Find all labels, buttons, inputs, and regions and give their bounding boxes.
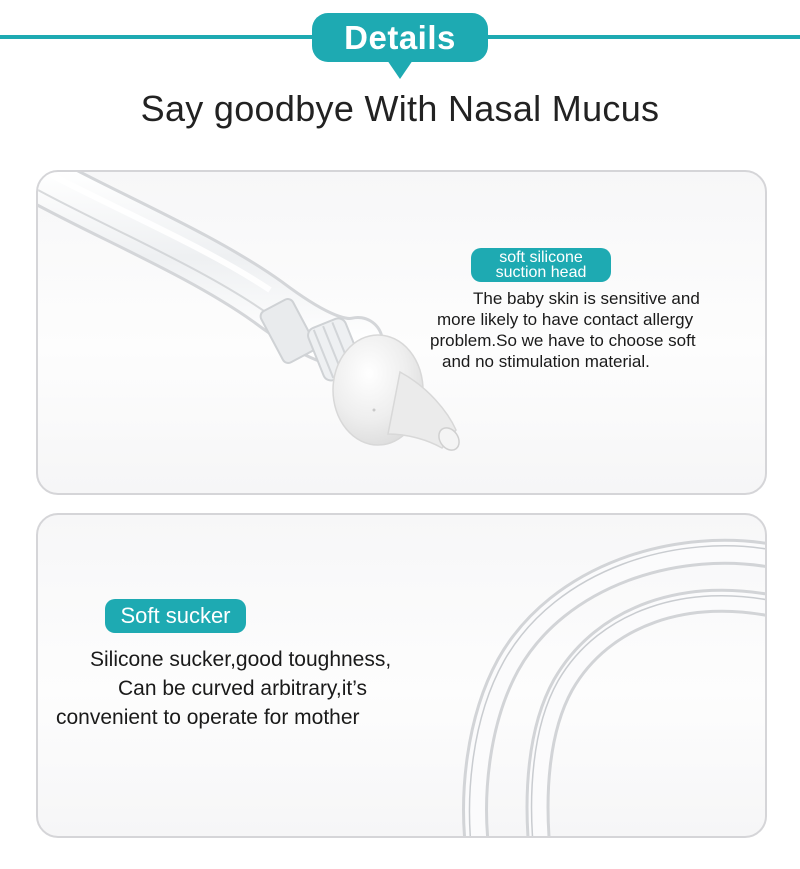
header-divider-right bbox=[484, 35, 800, 39]
description-line: and no stimulation material. bbox=[442, 352, 650, 371]
suction-head-label bbox=[471, 248, 611, 282]
suction-head-panel bbox=[36, 170, 767, 495]
description-line: more likely to have contact allergy bbox=[437, 310, 694, 329]
page-title: Say goodbye With Nasal Mucus bbox=[140, 88, 660, 129]
header-divider-left bbox=[0, 35, 316, 39]
description-line: Silicone sucker,good toughness, bbox=[90, 648, 392, 671]
description-line: convenient to operate for mother bbox=[56, 706, 360, 729]
description-line: The baby skin is sensitive and bbox=[473, 289, 700, 308]
description-line: Can be curved arbitrary,it’s bbox=[118, 677, 367, 700]
soft-sucker-panel bbox=[36, 513, 767, 838]
suction-head-label-line: suction head bbox=[495, 264, 587, 281]
soft-sucker-description bbox=[54, 645, 474, 732]
soft-sucker-label: Soft sucker bbox=[105, 599, 246, 633]
badge-pointer-icon bbox=[387, 60, 413, 79]
details-badge: Details bbox=[312, 13, 488, 62]
suction-head-label-line: soft silicone bbox=[499, 249, 583, 266]
description-line: problem.So we have to choose soft bbox=[430, 331, 696, 350]
suction-head-description bbox=[428, 288, 758, 372]
